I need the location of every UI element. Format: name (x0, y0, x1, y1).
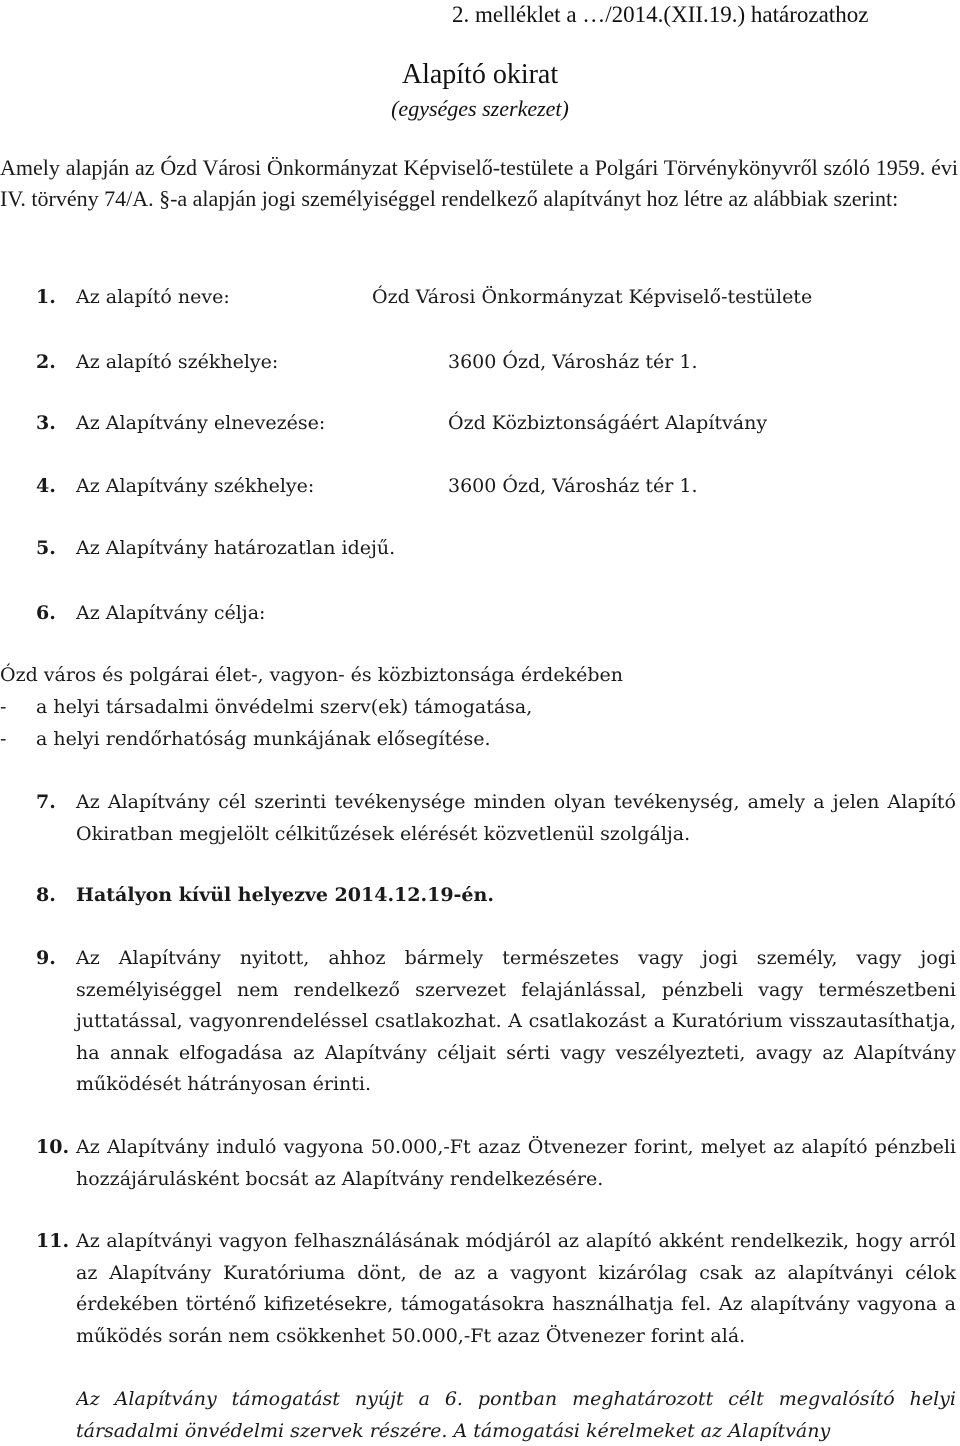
item-number: 4. (36, 475, 56, 497)
paragraph-number: 7. (36, 791, 56, 813)
bullet-text: a helyi társadalmi önvédelmi szerv(ek) támogatása, (36, 696, 533, 718)
paragraph-number: 8. (36, 884, 56, 906)
paragraph-number: 10. (36, 1136, 70, 1158)
item-label: Az Alapítvány székhelye: (76, 475, 315, 497)
item-value: Ózd Városi Önkormányzat Képviselő-testülete (372, 286, 813, 308)
document-subtitle: (egységes szerkezet) (391, 96, 569, 121)
bullet-dash: - (0, 696, 7, 718)
paragraph-8: Hatályon kívül helyezve 2014.12.19-én. (76, 884, 494, 906)
document-title: Alapító okirat (401, 59, 559, 90)
item-number: 1. (36, 286, 56, 308)
goal-bullet (0, 692, 532, 723)
paragraph-7: Az Alapítvány cél szerinti tevékenysége minden olyan tevékenység, amely a jelen Alapító Okiratban megjelölt célkitűzések elérését közvetlenül szolgálja. (76, 791, 956, 845)
paragraph-10: Az Alapítvány induló vagyona 50.000,-Ft azaz Ötvenezer forint, melyet az alapító pénzbeli hozzájárulásként bocsát az Alapítvány rendelkezésére. (76, 1136, 956, 1190)
item-label: Az Alapítvány határozatlan idejű. (76, 537, 396, 559)
item-number: 2. (36, 351, 56, 373)
paragraph-9: Az Alapítvány nyitott, ahhoz bármely természetes vagy jogi személy, vagy jogi személyiséggel nem rendelkező szervezet felajánlással, pénzbeli vagy természetbeni juttatással, vagyonrendeléssel csatlakozhat. A csatlakozást a Kuratórium visszautasíthatja, ha annak elfogadása az Alapítvány céljait sérti vagy veszélyezteti, avagy az Alapítvány működését hátrányosan érinti. (76, 947, 956, 1095)
item-label: Az alapító székhelye: (76, 351, 279, 373)
paragraph-number: 9. (36, 947, 56, 969)
item-number: 3. (36, 412, 56, 434)
item-label: Az Alapítvány elnevezése: (76, 412, 326, 434)
item-number: 6. (36, 602, 56, 624)
paragraph-11: Az alapítványi vagyon felhasználásának módjáról az alapító akként rendelkezik, hogy arról az Alapítvány Kuratóriuma dönt, de az a vagyont kizárólag csak az alapítványi célok érdekében történő kifizetésekre, támogatásokra használhatja fel. Az alapítvány vagyona a működés során nem csökkenhet 50.000,-Ft azaz Ötvenezer forint alá. (76, 1230, 956, 1347)
item-label: Az Alapítvány célja: (76, 602, 266, 624)
goal-bullet (0, 724, 491, 755)
bullet-text: a helyi rendőrhatóság munkájának elősegítése. (36, 728, 491, 750)
item-value: 3600 Ózd, Városház tér 1. (448, 475, 698, 497)
goal-text: Ózd város és polgárai élet-, vagyon- és közbiztonsága érdekében (0, 664, 623, 686)
annex-reference: 2. melléklet a …/2014.(XII.19.) határozathoz (452, 2, 869, 27)
item-number: 5. (36, 537, 56, 559)
paragraph-11-italic: Az Alapítvány támogatást nyújt a 6. pontban meghatározott célt megvalósító helyi társadalmi önvédelmi szervek részére. A támogatási kérelmeket az Alapítvány (76, 1388, 956, 1442)
bullet-dash: - (0, 728, 7, 750)
paragraph-number: 11. (36, 1230, 70, 1252)
item-value: Ózd Közbiztonságáért Alapítvány (448, 412, 768, 434)
intro-paragraph: Amely alapján az Ózd Városi Önkormányzat Képviselő-testülete a Polgári Törvénykönyvről szóló 1959. évi IV. törvény 74/A. §-a alapján jogi személyiséggel rendelkező alapítványt hoz létre az alábbiak szerint: (0, 155, 958, 211)
item-label: Az alapító neve: (76, 286, 230, 308)
item-value: 3600 Ózd, Városház tér 1. (448, 351, 698, 373)
